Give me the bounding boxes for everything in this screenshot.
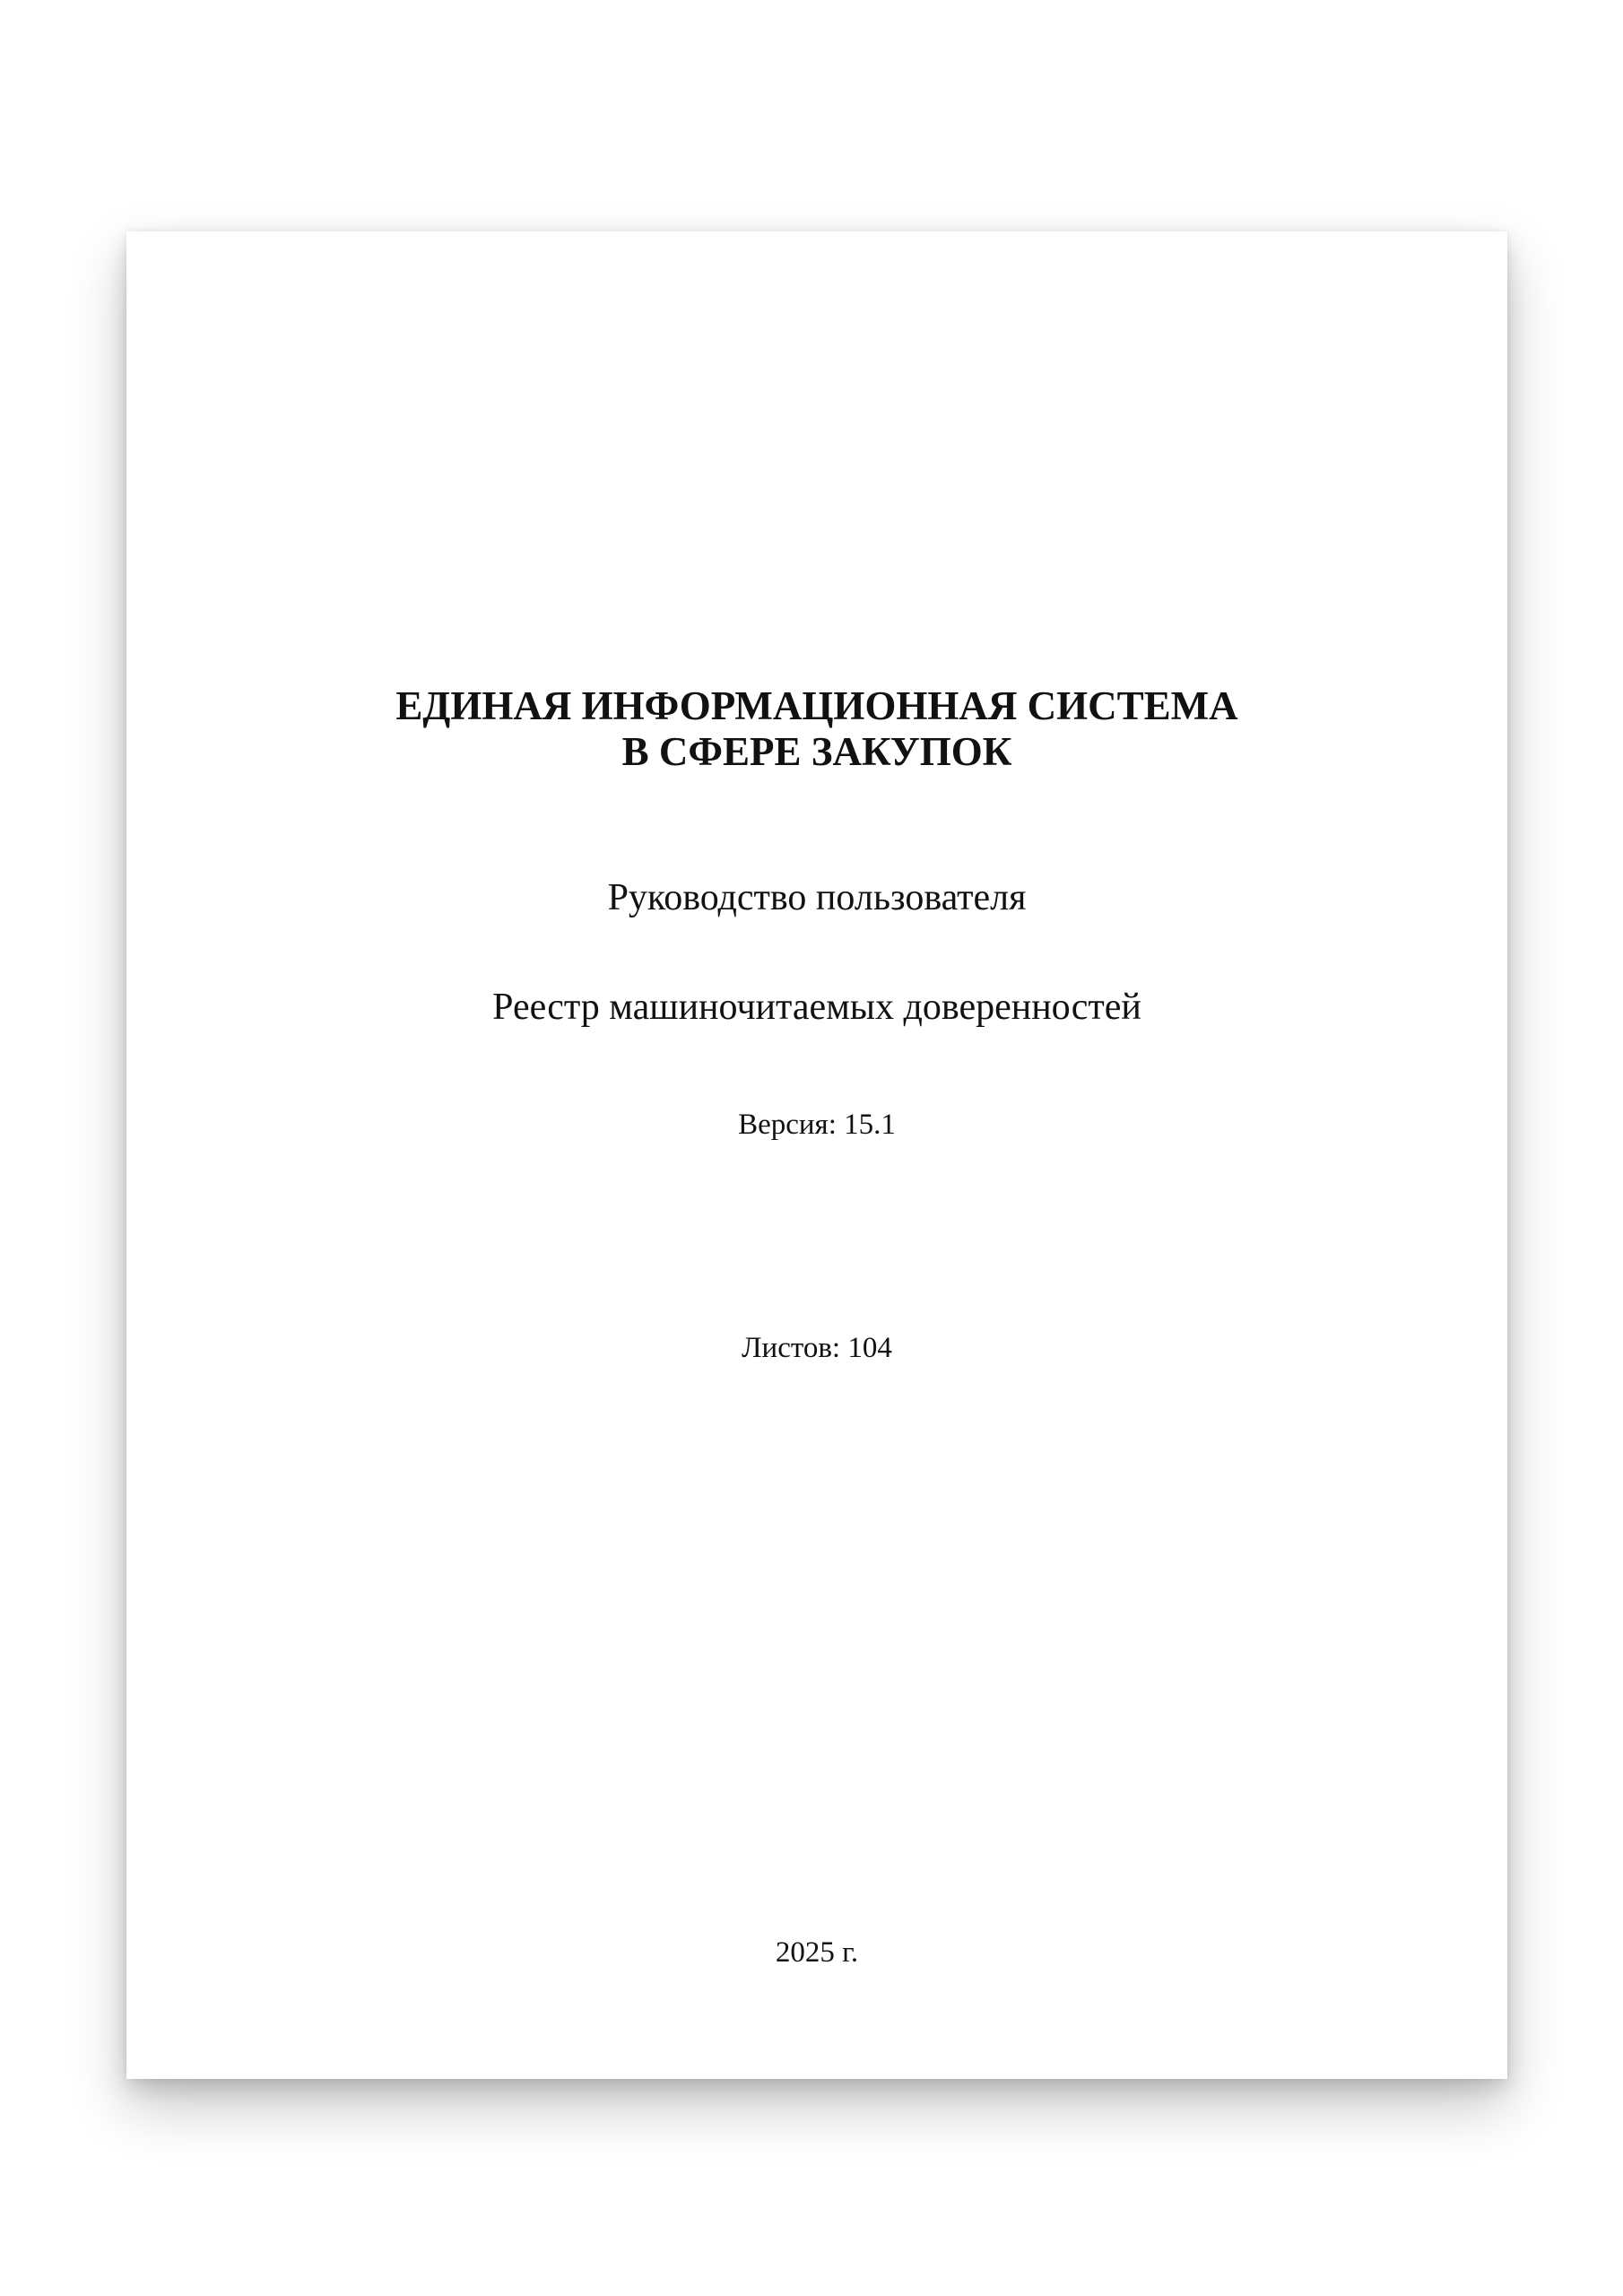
document-page (126, 231, 1507, 2079)
sheet-count-label: Листов: 104 (742, 1332, 892, 1364)
year-label: 2025 г. (775, 1936, 859, 1969)
version-label: Версия: 15.1 (738, 1109, 896, 1141)
title-line-1: ЕДИНАЯ ИНФОРМАЦИОННАЯ СИСТЕМА (395, 683, 1238, 728)
document-type: Руководство пользователя (607, 877, 1027, 918)
document-subject: Реестр машиночитаемых доверенностей (492, 987, 1141, 1028)
title-line-2: В СФЕРЕ ЗАКУПОК (621, 729, 1012, 774)
